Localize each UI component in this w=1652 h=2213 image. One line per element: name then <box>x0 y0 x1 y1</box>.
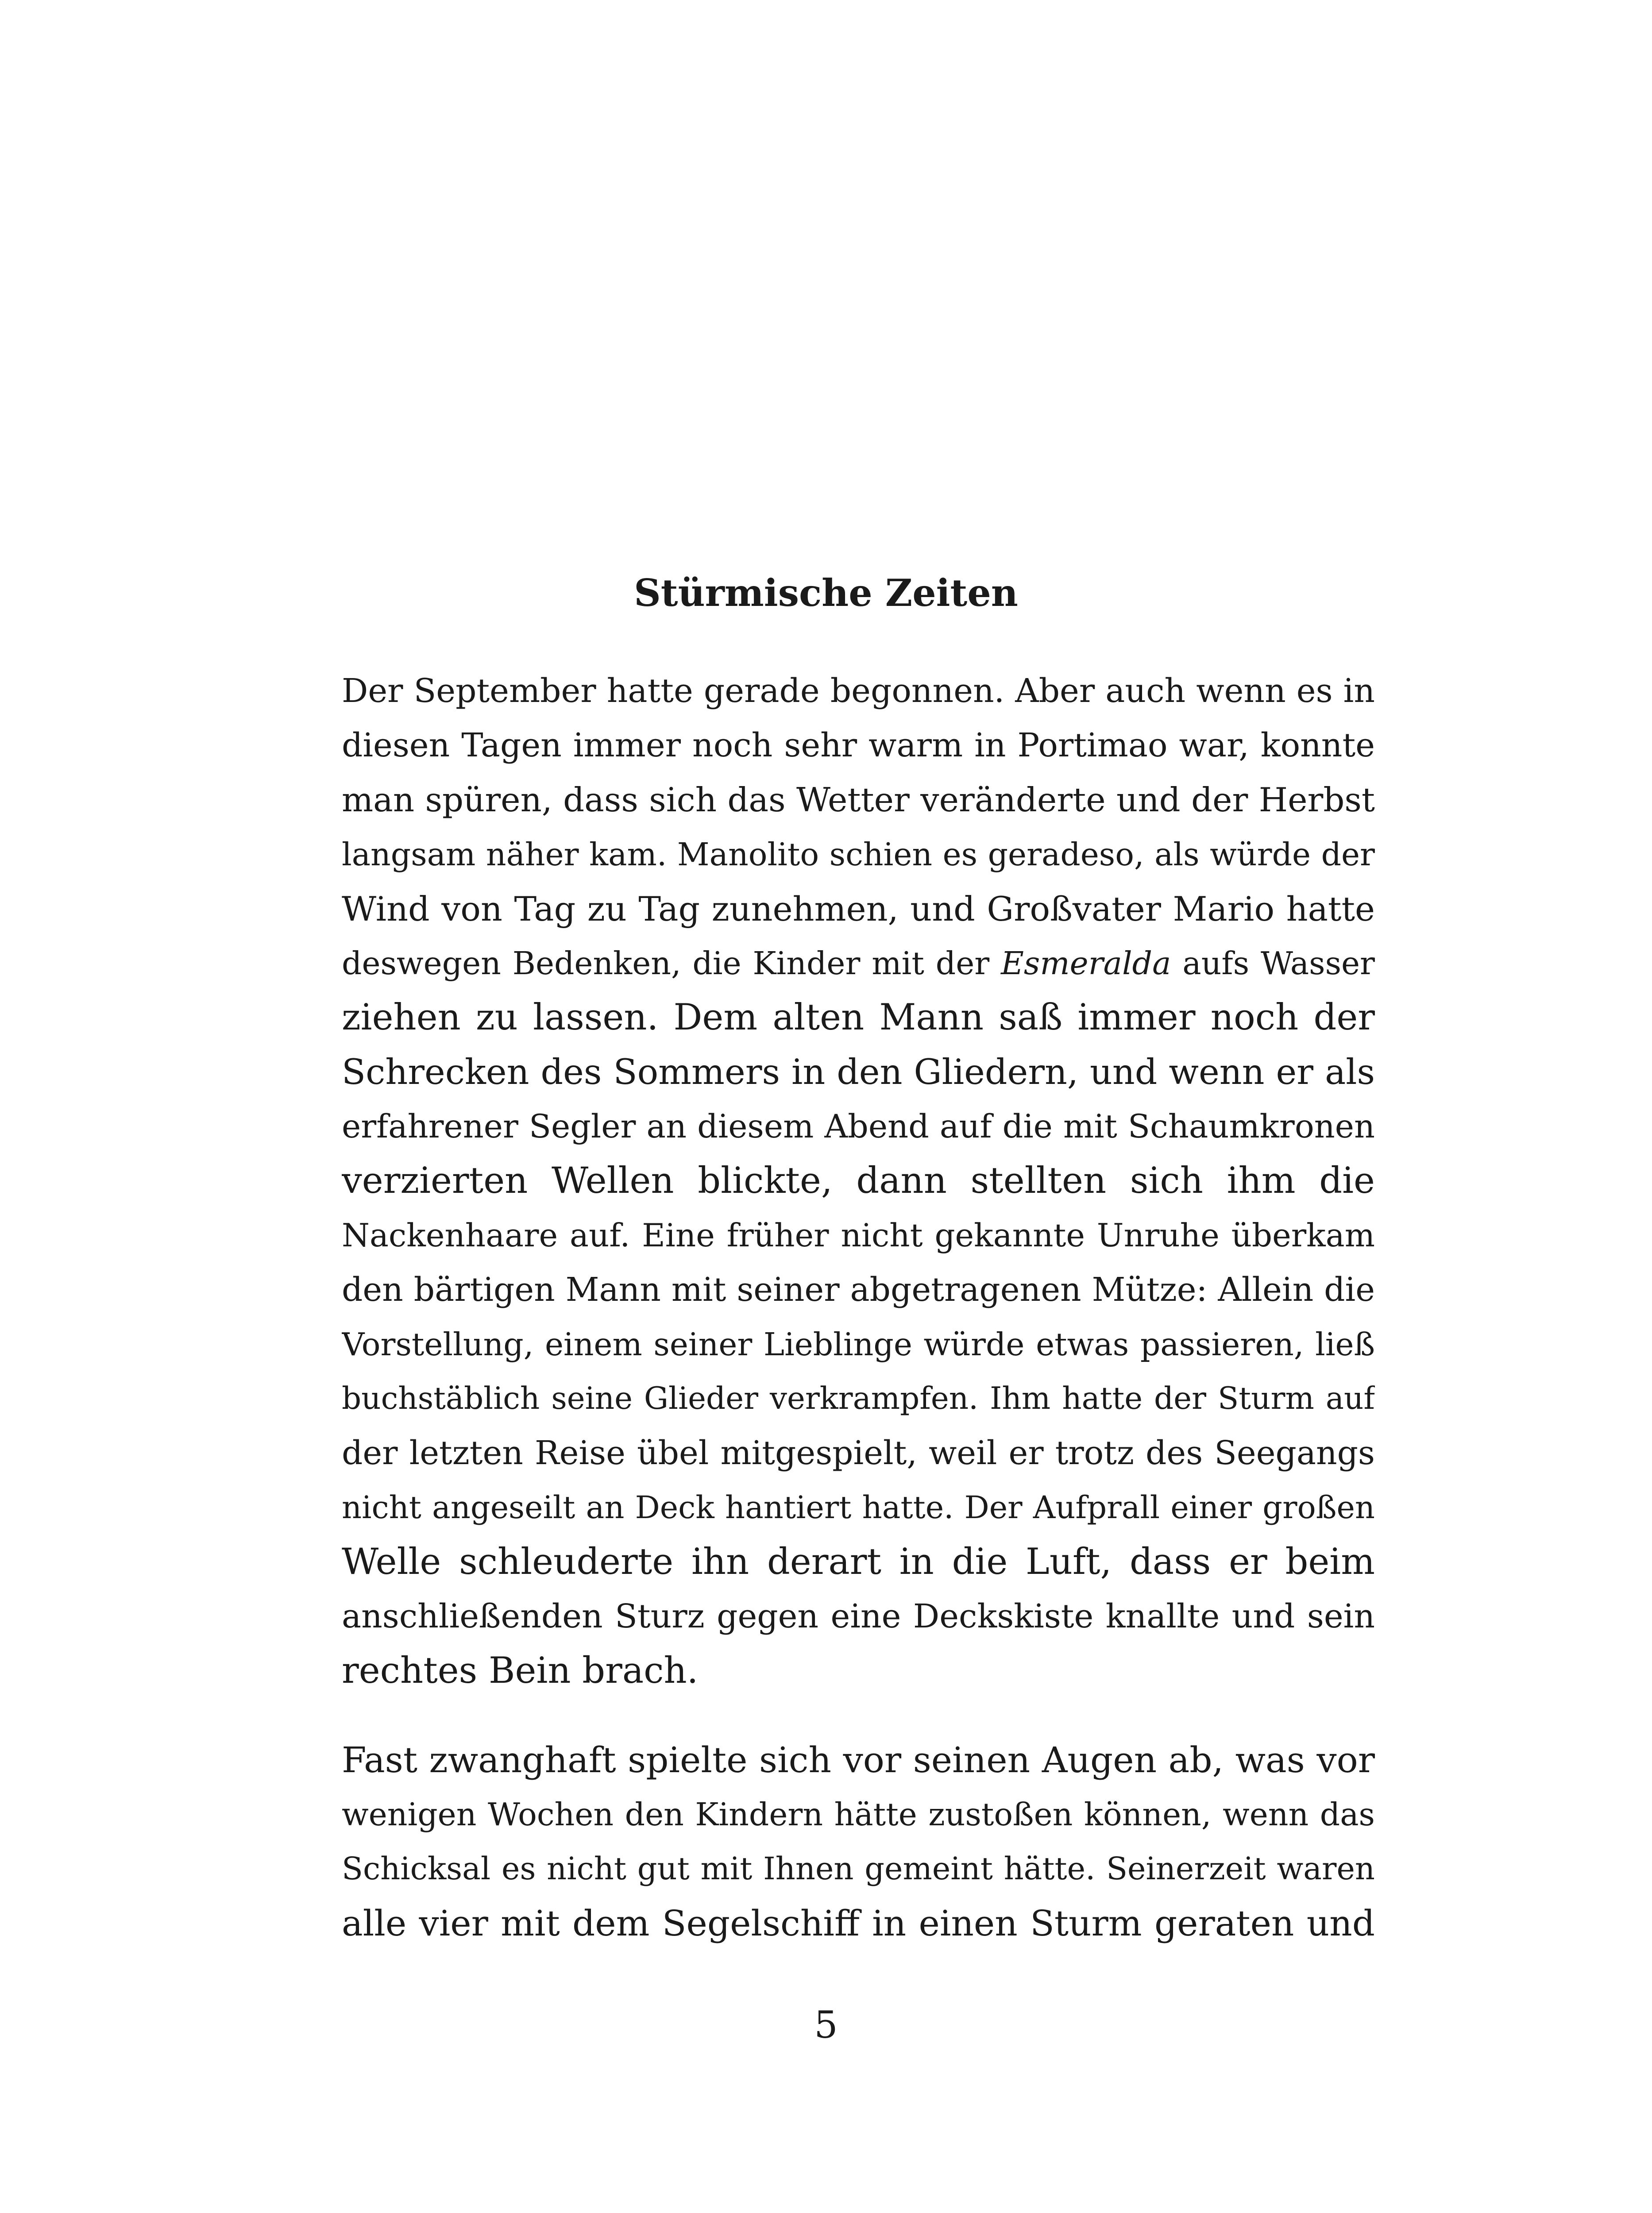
text-line: Der September hatte gerade begonnen. Aber auch wenn es in <box>342 672 1375 710</box>
text-line: Nackenhaare auf. Eine früher nicht gekannte Unruhe überkam <box>342 1217 1375 1254</box>
ship-name-emphasis: Esmeralda <box>1001 945 1171 982</box>
text-line: langsam näher kam. Manolito schien es geradeso, als würde der <box>342 836 1375 873</box>
text-line: verzierten Wellen blickte, dann stellten sich ihm die <box>342 1160 1375 1202</box>
paragraph-2 <box>342 1733 1375 1951</box>
text-segment: deswegen Bedenken, die Kinder mit der <box>342 945 1001 982</box>
text-line: man spüren, dass sich das Wetter veränderte und der Herbst <box>342 780 1375 819</box>
text-line-with-ship-name <box>342 936 1375 991</box>
text-line: anschließenden Sturz gegen eine Deckskiste knallte und sein <box>342 1597 1375 1635</box>
chapter-title: Stürmische Zeiten <box>634 571 1018 615</box>
text-line: Welle schleuderte ihn derart in die Luft, dass er beim <box>342 1541 1375 1583</box>
text-segment: aufs Wasser <box>1171 945 1375 982</box>
text-line: Schicksal es nicht gut mit Ihnen gemeint hätte. Seinerzeit waren <box>342 1851 1375 1887</box>
text-line: ziehen zu lassen. Dem alten Mann saß immer noch der <box>342 997 1375 1038</box>
text-line: der letzten Reise übel mitgespielt, weil er trotz des Seegangs <box>342 1434 1375 1472</box>
text-line: rechtes Bein brach. <box>342 1650 699 1692</box>
text-line: erfahrener Segler an diesem Abend auf die mit Schaumkronen <box>342 1108 1375 1145</box>
text-line: Fast zwanghaft spielte sich vor seinen Augen ab, was vor <box>342 1739 1375 1781</box>
text-line: Vorstellung, einem seiner Lieblinge würde etwas passieren, ließ <box>342 1326 1375 1363</box>
text-line: wenigen Wochen den Kindern hätte zustoßen können, wenn das <box>342 1796 1375 1833</box>
text-line: den bärtigen Mann mit seiner abgetragenen Mütze: Allein die <box>342 1271 1375 1309</box>
text-line: buchstäblich seine Glieder verkrampfen. Ihm hatte der Sturm auf <box>342 1381 1375 1416</box>
text-line: nicht angeseilt an Deck hantiert hatte. Der Aufprall einer großen <box>342 1489 1375 1526</box>
page-number: 5 <box>814 2003 838 2047</box>
text-line: alle vier mit dem Segelschiff in einen Sturm geraten und <box>342 1903 1375 1944</box>
paragraph-1 <box>342 664 1375 1698</box>
text-line: Wind von Tag zu Tag zunehmen, und Großvater Mario hatte <box>342 889 1375 929</box>
text-line: Schrecken des Sommers in den Gliedern, und wenn er als <box>342 1052 1375 1092</box>
text-line: diesen Tagen immer noch sehr warm in Portimao war, konnte <box>342 726 1375 764</box>
